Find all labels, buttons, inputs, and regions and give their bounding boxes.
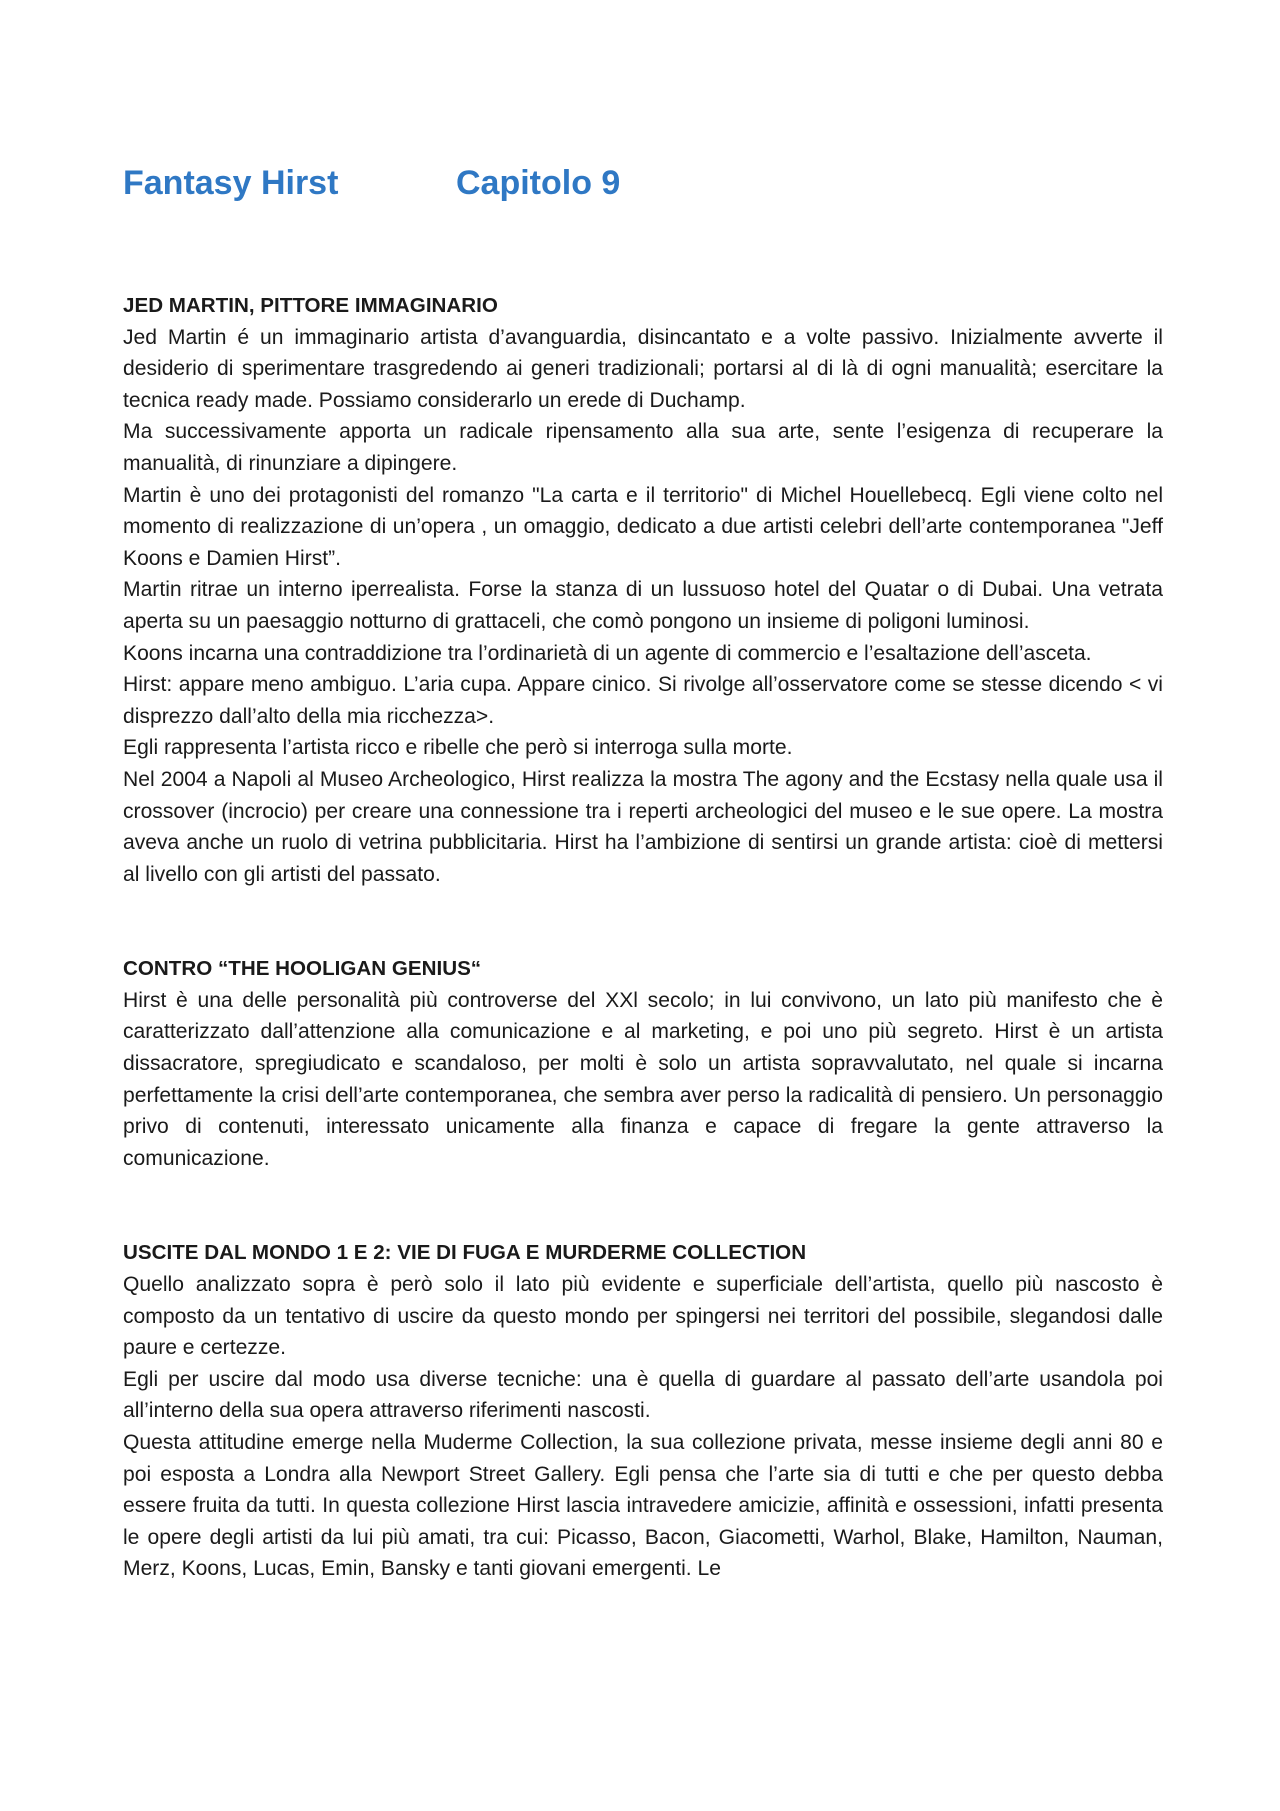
paragraph: Questa attitudine emerge nella Muderme Collection, la sua collezione privata, messe insieme degli anni 80 e poi esposta a Londra alla Newport Street Gallery. Egli pensa che l’arte sia di tutti e che per questo debba essere fruita da tutti. In questa collezione Hirst lascia intravedere amicizie, affinità e ossessioni, infatti presenta le opere degli artisti da lui più amati, tra cui: Picasso, Bacon, Giacometti, Warhol, Blake, Hamilton, Nauman, Merz, Koons, Lucas, Emin, Bansky e tanti giovani emergenti. Le [123,1431,1163,1581]
section-hooligan-genius [123,953,1163,1174]
paragraph: Egli per uscire dal modo usa diverse tecniche: una è quella di guardare al passato dell’arte usandola poi all’interno della sua opera attraverso riferimenti nascosti. [123,1367,1163,1423]
section-uscite-dal-mondo [123,1237,1163,1585]
section-heading: JED MARTIN, PITTORE IMMAGINARIO [123,294,498,317]
chapter-title: Capitolo 9 [456,164,621,202]
paragraph: Ma successivamente apporta un radicale ripensamento alla sua arte, sente l’esigenza di recuperare la manualità, di rinunziare a dipingere. [123,420,1163,475]
paragraph: Quello analizzato sopra è però solo il lato più evidente e superficiale dell’artista, quello più nascosto è composto da un tentativo di uscire da questo mondo per spingersi nei territori del possibile, slegandosi dalle paure e certezze. [123,1273,1163,1360]
document-body [123,290,1163,1585]
section-heading: CONTRO “THE HOOLIGAN GENIUS“ [123,957,482,981]
paragraph: Martin è uno dei protagonisti del romanzo "La carta e il territorio" di Michel Houellebecq. Egli viene colto nel momento di realizzazione di un’opera , un omaggio, dedicato a due artisti celebri dell’arte contemporanea "Jeff Koons e Damien Hirst”. [123,483,1163,570]
paragraph: Hirst è una delle personalità più controverse del XXl secolo; in lui convivono, un lato più manifesto che è caratterizzato dall’attenzione alla comunicazione e al marketing, e poi uno più segreto. Hirst è un artista dissacratore, spregiudicato e scandaloso, per molti è solo un artista sopravvalutato, nel quale si incarna perfettamente la crisi dell’arte contemporanea, che sembra aver perso la radicalità di pensiero. Un personaggio privo di contenuti, interessato unicamente alla finanza e capace di fregare la gente attraverso la comunicazione. [123,988,1163,1170]
paragraph: Martin ritrae un interno iperrealista. Forse la stanza di un lussuoso hotel del Quatar o di Dubai. Una vetrata aperta su un paesaggio notturno di grattaceli, che comò pongono un insieme di poligoni luminosi. [123,578,1163,633]
paragraph: Koons incarna una contraddizione tra l’ordinarietà di un agente di commercio e l’esaltazione dell’asceta. [123,641,1092,665]
paragraph: Hirst: appare meno ambiguo. L’aria cupa. Appare cinico. Si rivolge all’osservatore come se stesse dicendo < vi disprezzo dall’alto della mia ricchezza>. [123,673,1163,728]
section-heading: USCITE DAL MONDO 1 E 2: VIE DI FUGA E MURDERME COLLECTION [123,1241,807,1265]
paragraph: Egli rappresenta l’artista ricco e ribelle che però si interroga sulla morte. [123,736,793,760]
document-title: Fantasy Hirst [123,164,339,202]
paragraph: Jed Martin é un immaginario artista d’avanguardia, disincantato e a volte passivo. Inizialmente avverte il desiderio di sperimentare trasgredendo ai generi tradizionali; portarsi al di là di ogni manualità; esercitare la tecnica ready made. Possiamo considerarlo un erede di Duchamp. [123,325,1163,412]
paragraph: Nel 2004 a Napoli al Museo Archeologico, Hirst realizza la mostra The agony and the Ecstasy nella quale usa il crossover (incrocio) per creare una connessione tra i reperti archeologici del museo e le sue opere. La mostra aveva anche un ruolo di vetrina pubblicitaria. Hirst ha l’ambizione di sentirsi un grande artista: cioè di mettersi al livello con gli artisti del passato. [123,767,1163,886]
section-jed-martin [123,290,1163,890]
document-header [123,158,1163,208]
